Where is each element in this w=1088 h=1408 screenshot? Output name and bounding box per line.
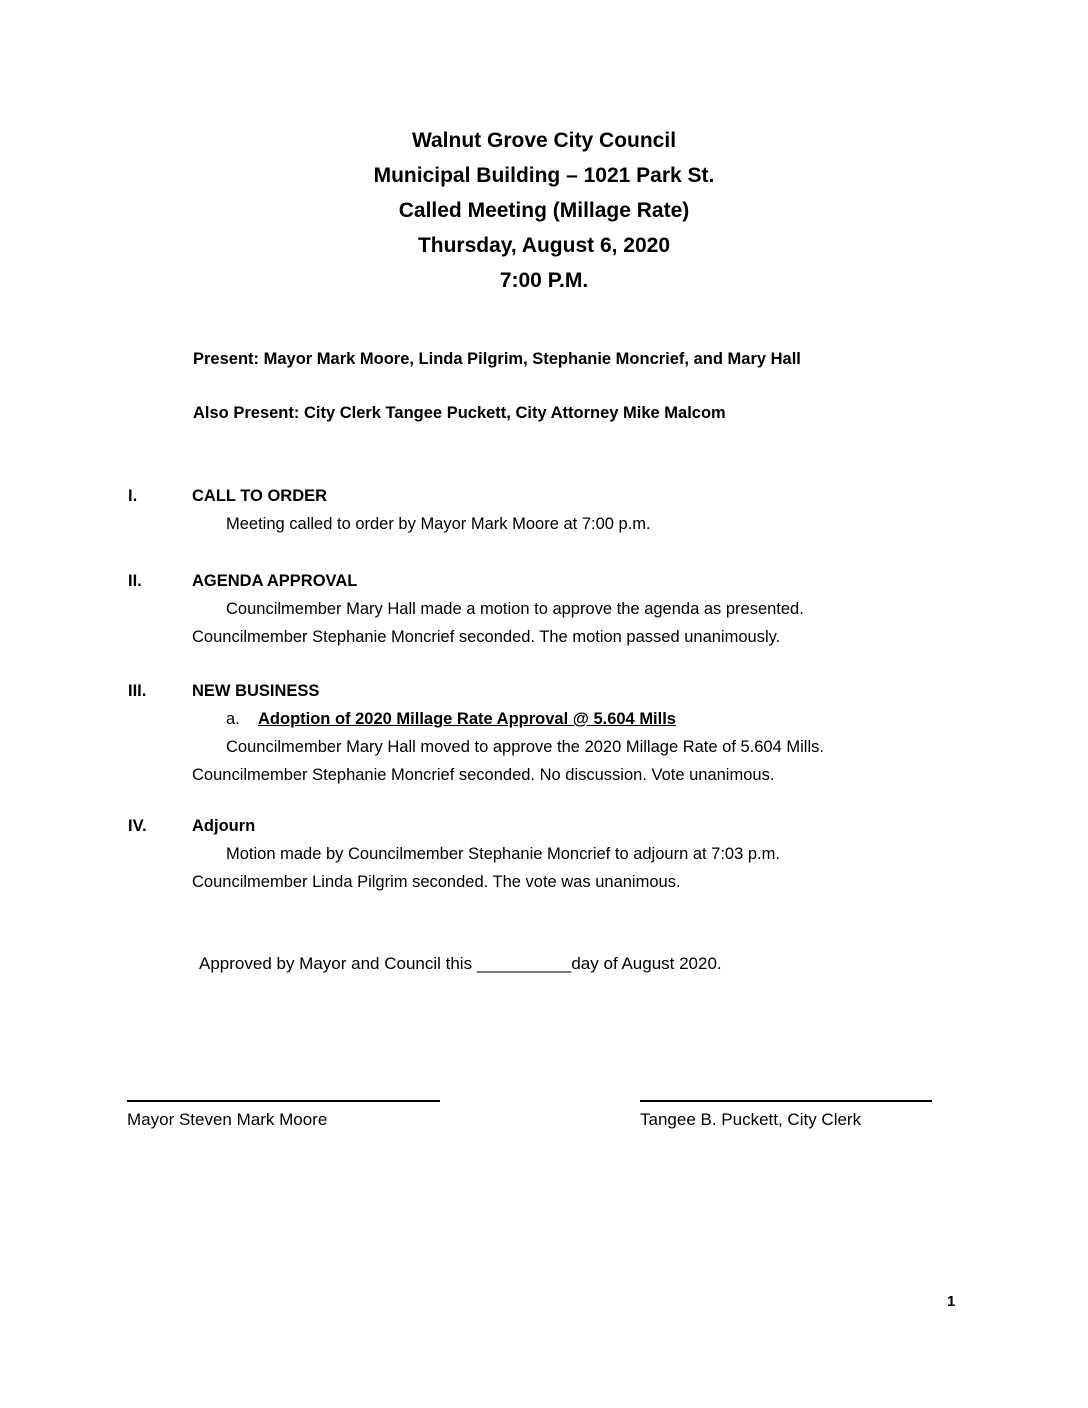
section-body: Councilmember Mary Hall made a motion to approve the agenda as presented. Councilmember Stephanie Moncrief seconded. The motion passed unanimously.	[192, 600, 804, 646]
title-line-meeting-type: Called Meeting (Millage Rate)	[398, 199, 690, 222]
subitem-title: Adoption of 2020 Millage Rate Approval @ 5.604 Mills	[258, 710, 676, 728]
section-call-to-order	[128, 482, 988, 538]
present-line: Present: Mayor Mark Moore, Linda Pilgrim, Stephanie Moncrief, and Mary Hall	[193, 350, 801, 368]
section-body: Meeting called to order by Mayor Mark Moore at 7:00 p.m.	[226, 515, 651, 533]
section-heading-row	[128, 567, 988, 595]
subitem-label: a.	[226, 710, 240, 728]
section-numeral: III.	[128, 682, 147, 700]
section-adjourn	[128, 812, 988, 896]
title-line-date: Thursday, August 6, 2020	[417, 234, 671, 257]
section-heading-row	[128, 812, 988, 840]
clerk-signature-name: Tangee B. Puckett, City Clerk	[640, 1110, 862, 1129]
title-line-location: Municipal Building – 1021 Park St.	[373, 164, 715, 187]
section-agenda-approval	[128, 567, 988, 651]
title-line-time: 7:00 P.M.	[499, 269, 589, 292]
section-body: Motion made by Councilmember Stephanie Moncrief to adjourn at 7:03 p.m. Councilmember Linda Pilgrim seconded. The vote was unanimous.	[192, 845, 780, 891]
section-numeral: I.	[128, 487, 138, 505]
title-line-council: Walnut Grove City Council	[411, 129, 677, 152]
page-number: 1	[947, 1293, 956, 1310]
approval-blank-line: Approved by Mayor and Council this __________day of August 2020.	[199, 954, 722, 973]
also-present-line: Also Present: City Clerk Tangee Puckett, City Attorney Mike Malcom	[193, 404, 726, 422]
section-numeral: IV.	[128, 817, 147, 835]
mayor-signature-name: Mayor Steven Mark Moore	[127, 1110, 328, 1129]
section-heading: AGENDA APPROVAL	[192, 572, 358, 590]
section-numeral: II.	[128, 572, 142, 590]
section-heading-row	[128, 677, 988, 705]
section-heading: Adjourn	[192, 817, 256, 835]
clerk-signature-block	[640, 1100, 932, 1134]
mayor-signature-block	[127, 1100, 440, 1134]
section-heading-row	[128, 482, 988, 510]
document-title-block	[0, 123, 1088, 298]
section-new-business	[128, 677, 988, 789]
section-body: Councilmember Mary Hall moved to approve the 2020 Millage Rate of 5.604 Mills. Councilmember Stephanie Moncrief seconded. No discussion. Vote unanimous.	[192, 738, 824, 784]
section-heading: CALL TO ORDER	[192, 487, 328, 505]
section-heading: NEW BUSINESS	[192, 682, 320, 700]
millage-rate-subitem	[226, 705, 988, 733]
